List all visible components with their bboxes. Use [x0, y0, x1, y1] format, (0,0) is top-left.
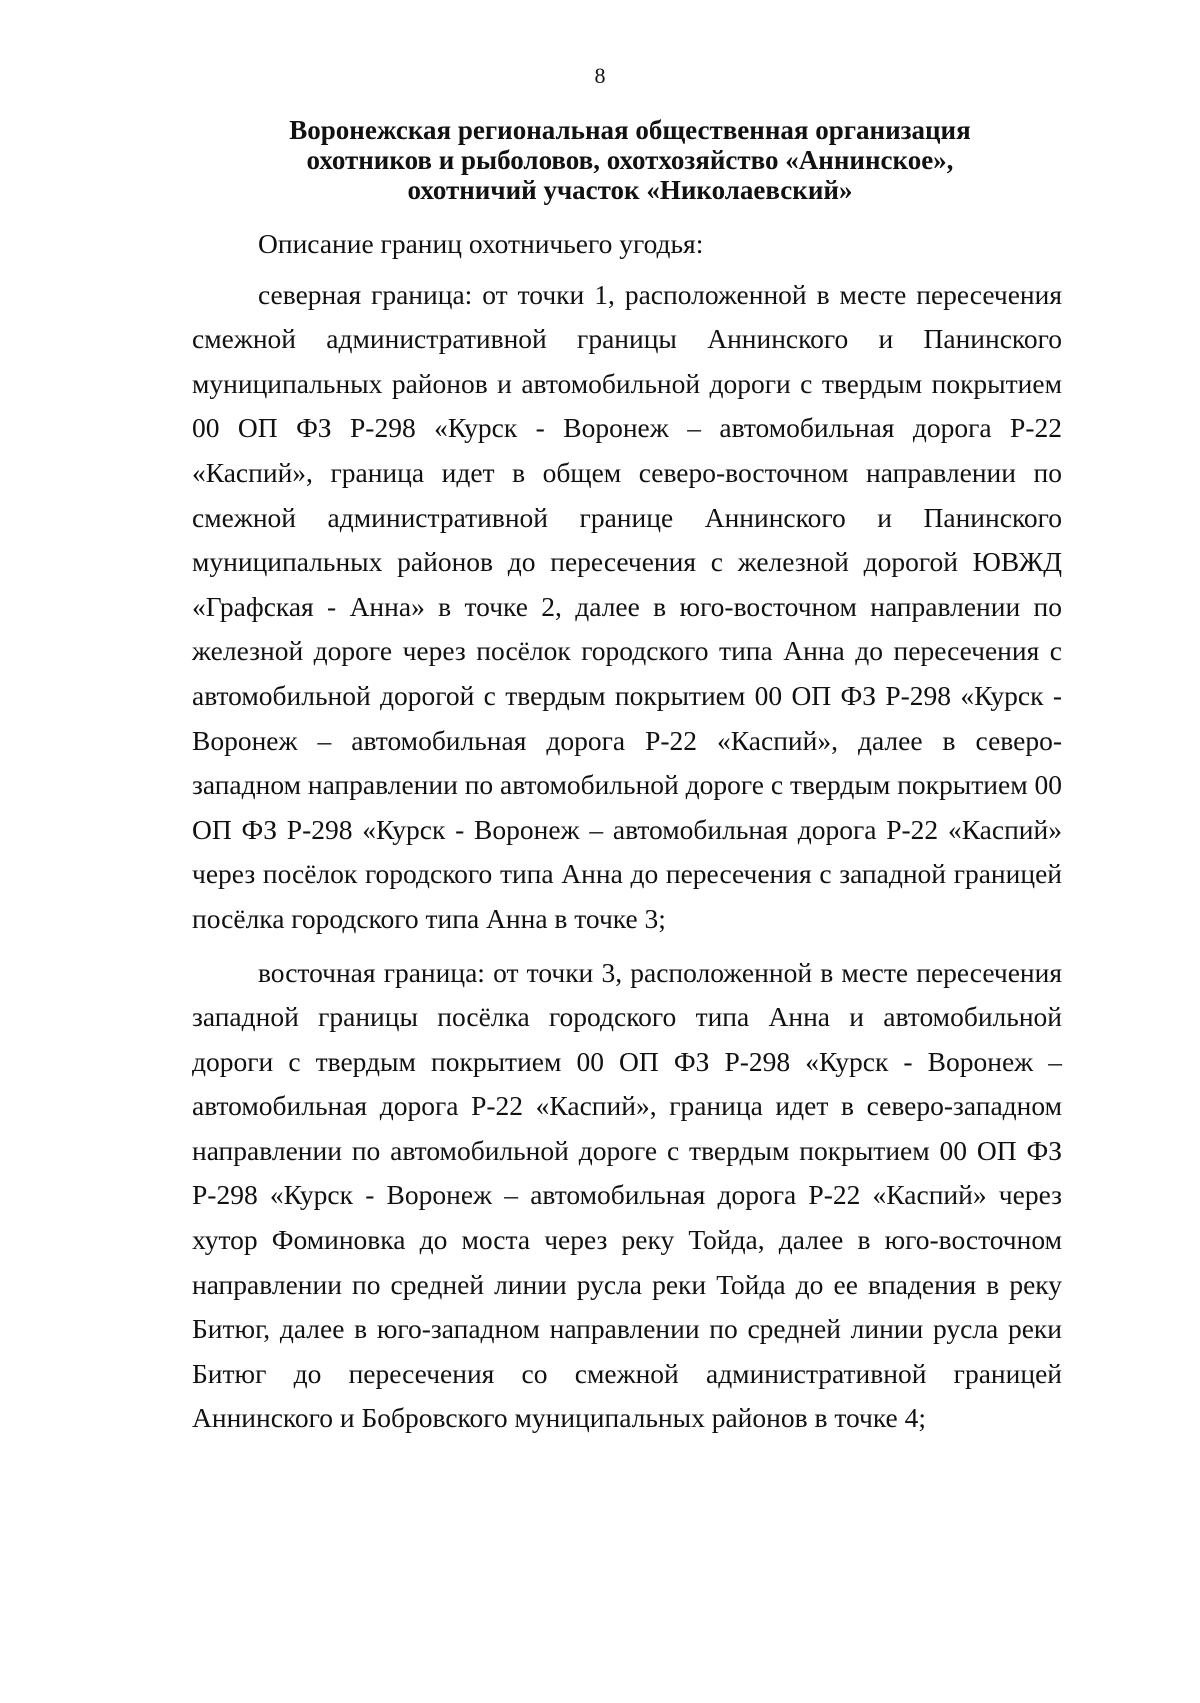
eastern-boundary-paragraph: восточная граница: от точки 3, расположенной в месте пересечения западной границы посёлка городского типа Анна и автомобильной дороги с твердым покрытием 00 ОП ФЗ Р-298 «Курск - Воронеж – автомобильная дорога Р-22 «Каспий», граница идет в северо-западном направлении по автомобильной дороге с твердым покрытием 00 ОП ФЗ Р-298 «Курск - Воронеж – автомобильная дорога Р-22 «Каспий» через хутор Фоминовка до моста через реку Тойда, далее в юго-восточном направлении по средней линии русла реки Тойда до ее впадения в реку Битюг, далее в юго-западном направлении по средней линии русла реки Битюг до пересечения со смежной административной границей Аннинского и Бобровского муниципальных районов в точке 4; [192, 956, 1062, 1434]
page-number: 8 [594, 63, 606, 88]
document-title [200, 115, 1060, 205]
document-body [192, 222, 1062, 1450]
title-line-1: Воронежская региональная общественная организация [289, 115, 971, 145]
title-line-2: охотников и рыболовов, охотхозяйство «Аннинское», [306, 145, 954, 175]
northern-boundary-paragraph: северная граница: от точки 1, расположенной в месте пересечения смежной административной границы Аннинского и Панинского муниципальных районов и автомобильной дороги с твердым покрытием 00 ОП ФЗ Р-298 «Курск - Воронеж – автомобильная дорога Р-22 «Каспий», граница идет в общем северо-восточном направлении по смежной административной границе Аннинского и Панинского муниципальных районов до пересечения с железной дорогой ЮВЖД «Графская - Анна» в точке 2, далее в юго-восточном направлении по железной дороге через посёлок городского типа Анна до пересечения с автомобильной дорогой с твердым покрытием 00 ОП ФЗ Р-298 «Курск - Воронеж – автомобильная дорога Р-22 «Каспий», далее в северо-западном направлении по автомобильной дороге с твердым покрытием 00 ОП ФЗ Р-298 «Курск - Воронеж – автомобильная дорога Р-22 «Каспий» через посёлок городского типа Анна до пересечения с западной границей посёлка городского типа Анна в точке 3; [192, 278, 1062, 934]
title-line-3: охотничий участок «Николаевский» [407, 175, 853, 205]
intro-paragraph: Описание границ охотничьего угодья: [258, 228, 704, 259]
